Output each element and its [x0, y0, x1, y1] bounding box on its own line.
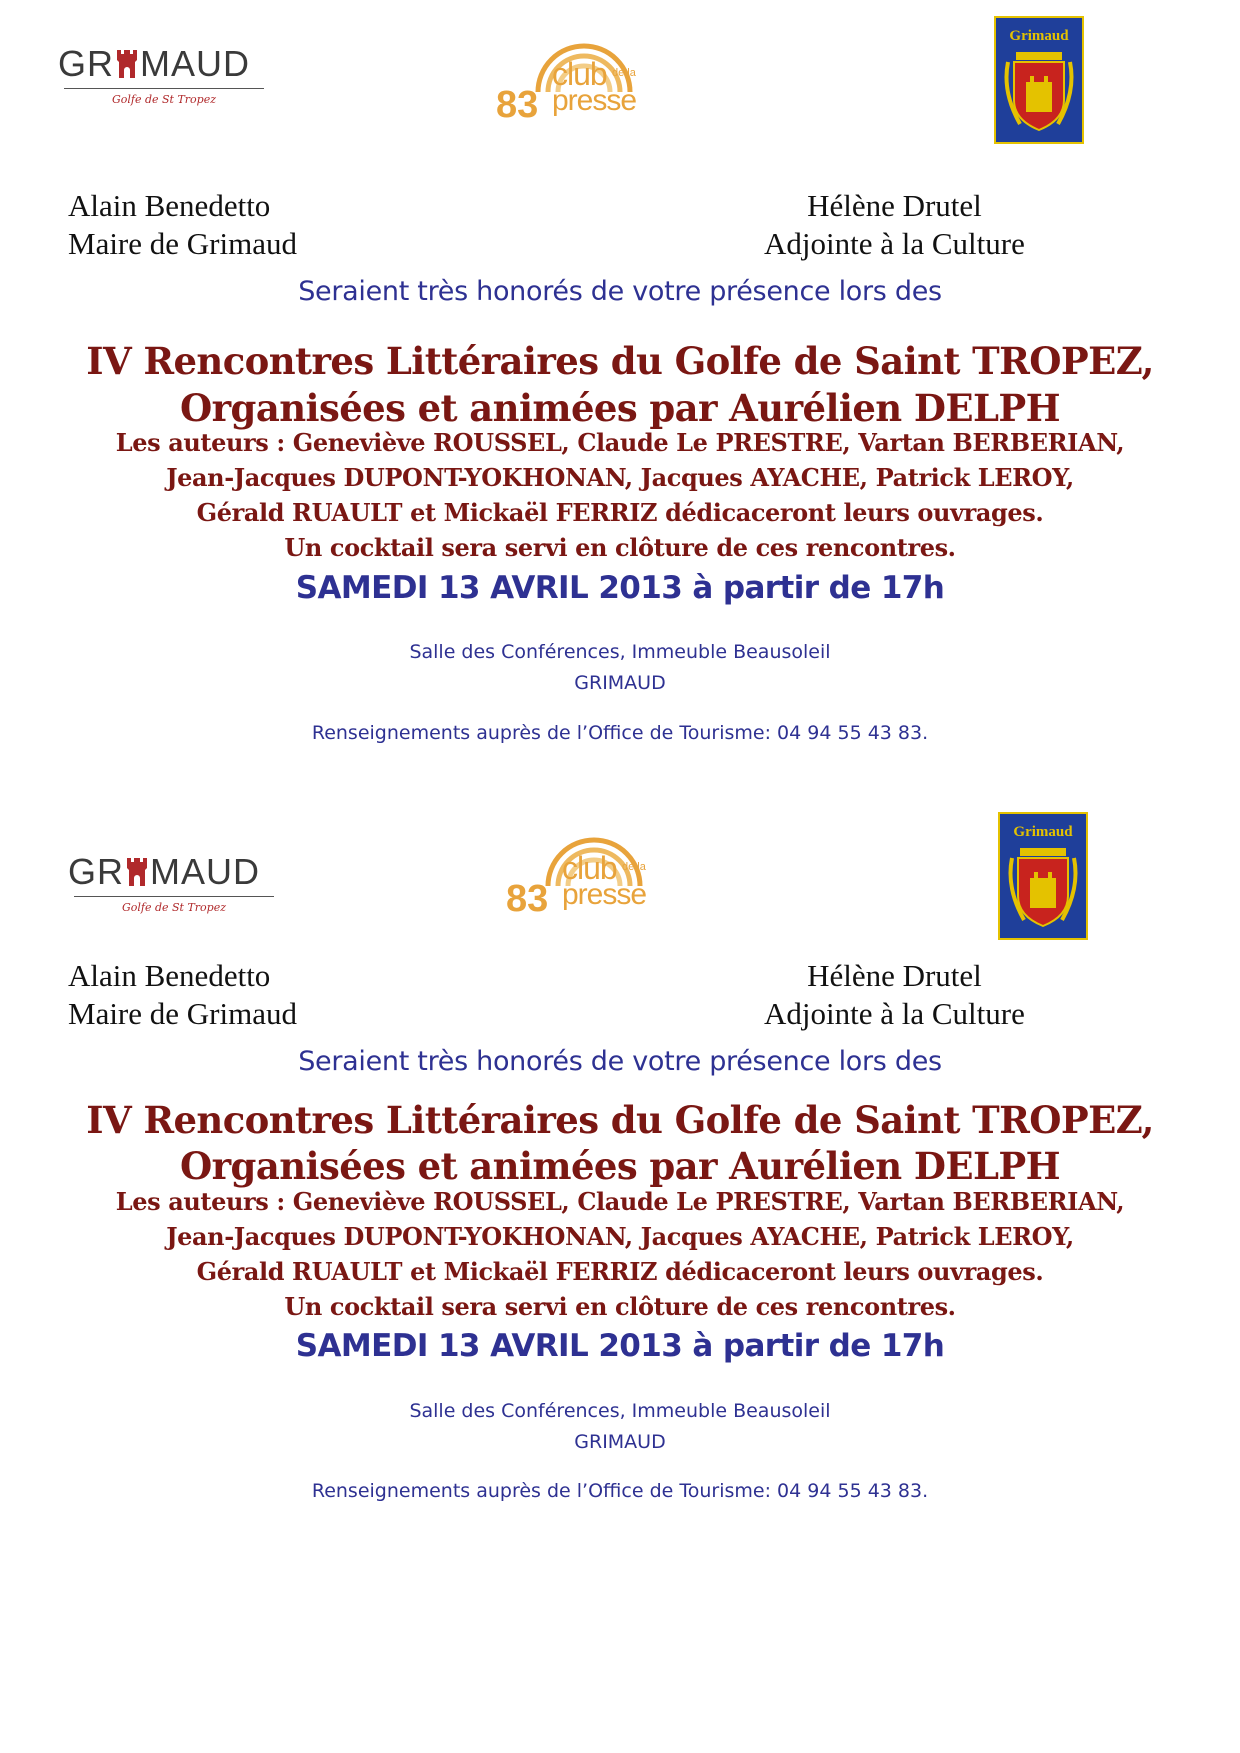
- authors-line: Jean-Jacques DUPONT-YOKHONAN, Jacques AYACHE, Patrick LEROY,: [166, 463, 1074, 492]
- host-right-role: Adjointe à la Culture: [764, 226, 1025, 261]
- authors-line: Gérald RUAULT et Mickaël FERRIZ dédicaceront leurs ouvrages.: [196, 498, 1044, 527]
- event-date: SAMEDI 13 AVRIL 2013 à partir de 17h: [295, 570, 945, 606]
- crest-label: Grimaud: [1009, 28, 1069, 44]
- invitation-line: Seraient très honorés de votre présence lors des: [298, 276, 942, 307]
- grimaud-tagline: Golfe de St Tropez: [121, 901, 227, 914]
- grimaud-coat-of-arms-icon: [994, 16, 1084, 144]
- club-number: 83: [506, 878, 549, 920]
- club-number: 83: [496, 84, 539, 126]
- authors-line: Les auteurs : Geneviève ROUSSEL, Claude Le PRESTRE, Vartan BERBERIAN,: [115, 428, 1125, 457]
- club-word: club: [562, 850, 617, 886]
- logo-divider: [74, 896, 274, 897]
- authors-line: Jean-Jacques DUPONT-YOKHONAN, Jacques AYACHE, Patrick LEROY,: [166, 1222, 1074, 1251]
- authors-line: Les auteurs : Geneviève ROUSSEL, Claude Le PRESTRE, Vartan BERBERIAN,: [115, 1187, 1125, 1216]
- grimaud-logo-text-right: MAUD: [140, 43, 250, 84]
- event-date: SAMEDI 13 AVRIL 2013 à partir de 17h: [295, 1328, 945, 1364]
- host-right: [764, 957, 1025, 1033]
- club-presse-logo: [504, 828, 674, 928]
- crest-label: Grimaud: [1013, 824, 1073, 840]
- host-right: [764, 187, 1025, 263]
- host-right-name: Hélène Drutel: [807, 958, 982, 993]
- club-de-la: de la: [622, 861, 646, 873]
- grimaud-logo-text-right: MAUD: [150, 851, 260, 892]
- host-right-name: Hélène Drutel: [807, 188, 982, 223]
- invitation-line: Seraient très honorés de votre présence lors des: [298, 1046, 942, 1077]
- club-presse-word: presse: [552, 84, 637, 117]
- venue-line: Salle des Conférences, Immeuble Beausoleil: [409, 1400, 831, 1422]
- info-line: Renseignements auprès de l’Office de Tourisme: 04 94 55 43 83.: [311, 722, 929, 744]
- authors-block: [0, 1184, 1240, 1324]
- host-left-role: Maire de Grimaud: [68, 226, 297, 261]
- club-de-la: de la: [612, 67, 636, 79]
- grimaud-logo: [58, 44, 270, 114]
- invitation-card-2: [0, 824, 1240, 1718]
- invitation-card-1: [0, 0, 1240, 860]
- authors-line: Gérald RUAULT et Mickaël FERRIZ dédicaceront leurs ouvrages.: [196, 1257, 1044, 1286]
- host-left-name: Alain Benedetto: [68, 188, 271, 223]
- host-left: [68, 957, 297, 1033]
- venue-block: [0, 637, 1240, 699]
- club-word: club: [552, 56, 607, 92]
- grimaud-logo-text-left: GR: [58, 43, 114, 84]
- info-line: Renseignements auprès de l’Office de Tourisme: 04 94 55 43 83.: [311, 1480, 929, 1502]
- host-left-name: Alain Benedetto: [68, 958, 271, 993]
- logo-divider: [64, 88, 264, 89]
- event-title-line-1: IV Rencontres Littéraires du Golfe de Saint TROPEZ,: [86, 339, 1154, 383]
- event-title-line-2: Organisées et animées par Aurélien DELPH: [180, 386, 1060, 430]
- authors-line: Un cocktail sera servi en clôture de ces rencontres.: [284, 1292, 956, 1321]
- tower-icon: [116, 50, 138, 78]
- authors-block: [0, 425, 1240, 565]
- venue-block: [0, 1396, 1240, 1458]
- host-right-role: Adjointe à la Culture: [764, 996, 1025, 1031]
- grimaud-coat-of-arms-icon: [998, 812, 1088, 940]
- host-left: [68, 187, 297, 263]
- tower-icon: [126, 858, 148, 886]
- grimaud-tagline: Golfe de St Tropez: [111, 93, 217, 106]
- grimaud-logo-text-left: GR: [68, 851, 124, 892]
- club-presse-logo: [494, 34, 664, 134]
- venue-line: Salle des Conférences, Immeuble Beausoleil: [409, 641, 831, 663]
- club-presse-word: presse: [562, 878, 647, 911]
- host-left-role: Maire de Grimaud: [68, 996, 297, 1031]
- grimaud-logo: [68, 852, 280, 922]
- authors-line: Un cocktail sera servi en clôture de ces rencontres.: [284, 533, 956, 562]
- event-title-line-1: IV Rencontres Littéraires du Golfe de Saint TROPEZ,: [86, 1098, 1154, 1142]
- event-title-line-2: Organisées et animées par Aurélien DELPH: [180, 1144, 1060, 1188]
- venue-town: GRIMAUD: [574, 1431, 666, 1453]
- venue-town: GRIMAUD: [574, 672, 666, 694]
